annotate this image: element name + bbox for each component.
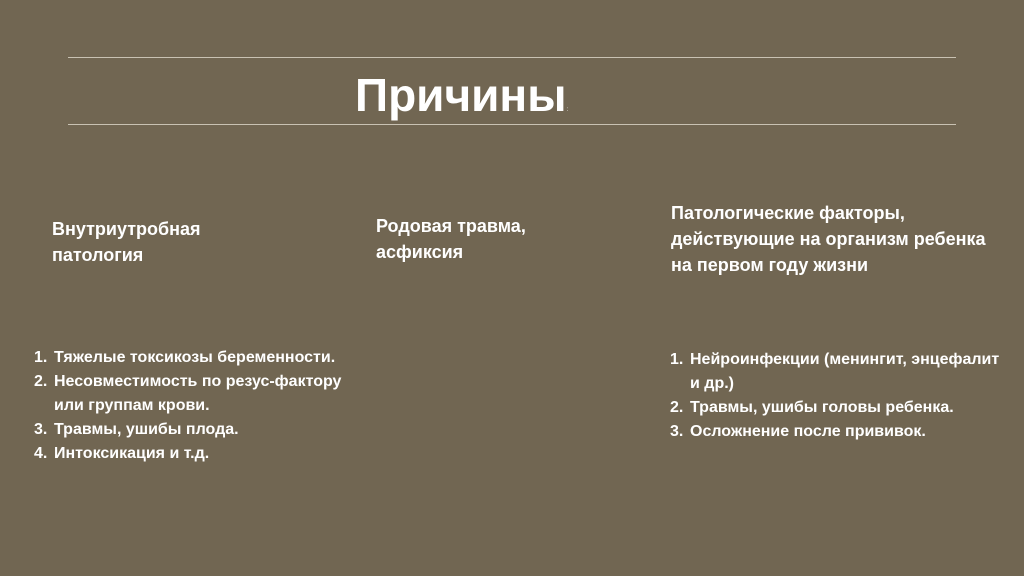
column-heading-prenatal: Внутриутробная патология <box>52 219 201 265</box>
list-item <box>670 348 1000 396</box>
list-item-number: 3. <box>34 421 48 438</box>
list-item-number: 2. <box>34 373 48 390</box>
list-item <box>34 442 364 466</box>
slide-title-text: Причины <box>355 69 567 121</box>
list-item <box>34 370 364 418</box>
first-year-causes-list <box>670 348 1000 444</box>
list-item-text: Тяжелые токсикозы беременности. <box>54 349 336 366</box>
list-item-text: Несовместимость по резус-фактору или группам крови. <box>54 373 342 414</box>
list-item <box>670 420 1000 444</box>
list-item-number: 3. <box>670 423 684 440</box>
list-item-text: Нейроинфекции (менингит, энцефалит и др.) <box>690 351 1000 392</box>
list-item-text: Интоксикация и т.д. <box>54 445 210 462</box>
prenatal-causes-list <box>34 346 364 466</box>
list-item <box>34 346 364 370</box>
list-item <box>670 396 1000 420</box>
list-item-text: Осложнение после прививок. <box>690 423 926 440</box>
top-rule <box>68 57 956 58</box>
list-item-number: 1. <box>670 351 684 368</box>
slide-title-colon: : <box>566 107 569 113</box>
column-heading-birth-trauma: Родовая травма, асфиксия <box>376 216 526 262</box>
slide-title <box>355 67 568 138</box>
list-item-number: 4. <box>34 445 48 462</box>
bottom-rule <box>68 124 956 125</box>
list-item-number: 2. <box>670 399 684 416</box>
list-item-number: 1. <box>34 349 48 366</box>
column-heading-first-year: Патологические факторы, действующие на организм ребенка на первом году жизни <box>671 203 986 275</box>
list-item-text: Травмы, ушибы плода. <box>54 421 239 438</box>
list-item-text: Травмы, ушибы головы ребенка. <box>690 399 954 416</box>
list-item <box>34 418 364 442</box>
